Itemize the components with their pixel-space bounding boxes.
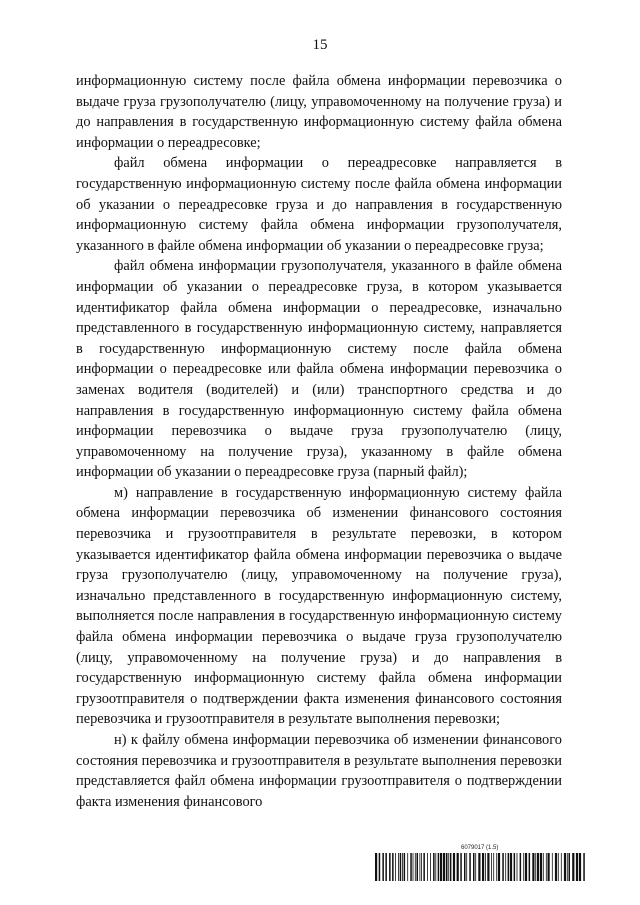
paragraph-readdress-file: файл обмена информации о переадресовке направляется в государственную информационную систему после файла обмена информации об указании о переадресовке груза и до направления в государственную информационную систему файла обмена информации грузополучателя, указанного в файле обмена информации об указании о переадресовке груза;: [76, 155, 562, 254]
document-body: [76, 71, 562, 812]
page-number: 15: [312, 37, 328, 53]
paragraph-item-n: н) к файлу обмена информации перевозчика об изменении финансового состояния перевозчика и грузоотправителя в результате выполнения перевозки представляется файл обмена информации грузоотправителя о подтверждении факта изменения финансового: [76, 732, 562, 810]
paragraph-continuation: информационную систему после файла обмена информации перевозчика о выдаче груза грузополучателю (лицу, управомоченному на получение груза) и до направления в государственную информационную систему файла обмена информации о переадресовке;: [76, 73, 562, 151]
barcode-caption: 6079017 (1.5): [461, 845, 499, 851]
paragraph-item-m: м) направление в государственную информационную систему файла обмена информации перевозчика об изменении финансового состояния перевозчика и грузоотправителя в результате перевозки, в котором указывается идентификатор файла обмена информации перевозчика о выдаче груза грузополучателю (лицу, управомоченному на получение груза), изначально представленного в государственную информационную систему, выполняется после направления в государственную информационную систему файла обмена информации перевозчика о выдаче груза грузополучателю (лицу, управомоченному на получение груза) и до направления в государственную информационную систему файла обмена информации грузоотправителя о подтверждении факта изменения финансового состояния перевозчика и грузоотправителя в результате выполнения перевозки;: [76, 484, 562, 728]
paragraph-consignee-file: файл обмена информации грузополучателя, указанного в файле обмена информации об указании о переадресовке груза, в котором указывается идентификатор файла обмена информации о переадресовке, изначально представленного в государственную информационную систему, направляется в государственную информационную систему после файла обмена информации о переадресовке или файла обмена информации перевозчика о заменах водителя (водителей) и (или) транспортного средства и до направления в государственную информационную систему файла обмена информации перевозчика о выдаче груза грузополучателю (лицу, управомоченному на получение груза), указанному в файле обмена информации об указании о переадресовке груза (парный файл);: [76, 258, 562, 481]
barcode-image: [375, 853, 587, 881]
